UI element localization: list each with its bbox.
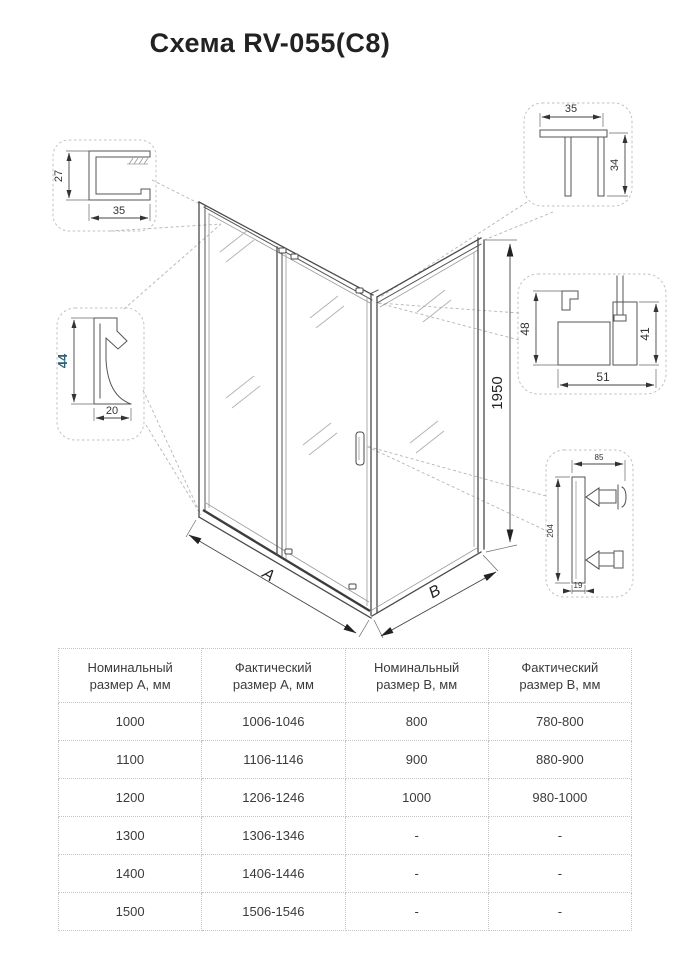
table-cell: 1500 [59, 893, 202, 931]
roller-clip [356, 288, 363, 293]
table-cell: - [488, 893, 631, 931]
header-nominal-b: Номинальный размер В, мм [345, 649, 488, 703]
table-cell: - [345, 855, 488, 893]
table-row [59, 779, 632, 817]
dim-label-44: 44 [55, 353, 70, 369]
table-row [59, 817, 632, 855]
table-cell: 1100 [59, 741, 202, 779]
table-cell: 880-900 [488, 741, 631, 779]
dim-label-35w: 35 [112, 205, 126, 217]
leader-lines [110, 180, 553, 532]
table-row [59, 855, 632, 893]
callout-bubbles [53, 103, 666, 597]
dim-label-85: 85 [594, 453, 604, 462]
table-cell: - [345, 893, 488, 931]
bubble-handle-detail [546, 450, 633, 597]
roller-clip [285, 549, 292, 554]
dim-label-41: 41 [638, 327, 652, 341]
bubble-wall-top-profile [53, 140, 156, 231]
enclosure-front [199, 202, 378, 618]
table-cell: - [345, 817, 488, 855]
table-cell: - [488, 817, 631, 855]
table-cell: 1000 [59, 703, 202, 741]
dim-label-34: 34 [609, 158, 621, 172]
header-actual-b: Фактический размер В, мм [488, 649, 631, 703]
table-cell: 1106-1146 [202, 741, 345, 779]
table-cell: 980-1000 [488, 779, 631, 817]
size-table [58, 648, 632, 931]
table-cell: 1400 [59, 855, 202, 893]
dim-label-height: 1950 [489, 376, 506, 410]
table-cell: 1300 [59, 817, 202, 855]
overall-dimensions [186, 240, 517, 638]
enclosure-side-panel [372, 238, 484, 616]
dim-label-B: B [426, 582, 444, 603]
table-row [59, 741, 632, 779]
page-title: Схема RV-055(C8) [149, 28, 391, 58]
table-cell: 1306-1346 [202, 817, 345, 855]
dim-label-20: 20 [105, 405, 119, 417]
dim-label-51: 51 [596, 370, 610, 384]
roller-clip [291, 254, 298, 259]
table-cell: 780-800 [488, 703, 631, 741]
dim-label-35t: 35 [564, 103, 578, 115]
door-handle [356, 432, 364, 465]
table-cell: 1000 [345, 779, 488, 817]
roller-clip [349, 584, 356, 589]
table-cell: - [488, 855, 631, 893]
table-header-row [59, 649, 632, 703]
roller-clip [279, 248, 286, 253]
table-cell: 1200 [59, 779, 202, 817]
glass-reflections [220, 230, 451, 455]
dim-label-19: 19 [573, 581, 583, 590]
table-cell: 1206-1246 [202, 779, 345, 817]
table-row [59, 703, 632, 741]
enclosure-drawing [186, 202, 517, 638]
table-cell: 1006-1046 [202, 703, 345, 741]
header-nominal-a: Номинальный размер А, мм [59, 649, 202, 703]
table-cell: 1506-1546 [202, 893, 345, 931]
table-cell: 1406-1446 [202, 855, 345, 893]
dim-label-27: 27 [53, 169, 65, 183]
dim-label-A: A [259, 565, 278, 586]
table-row [59, 893, 632, 931]
dim-label-204: 204 [546, 524, 555, 538]
table-cell: 800 [345, 703, 488, 741]
table-cell: 900 [345, 741, 488, 779]
header-actual-a: Фактический размер А, мм [202, 649, 345, 703]
dim-label-48: 48 [518, 322, 532, 336]
